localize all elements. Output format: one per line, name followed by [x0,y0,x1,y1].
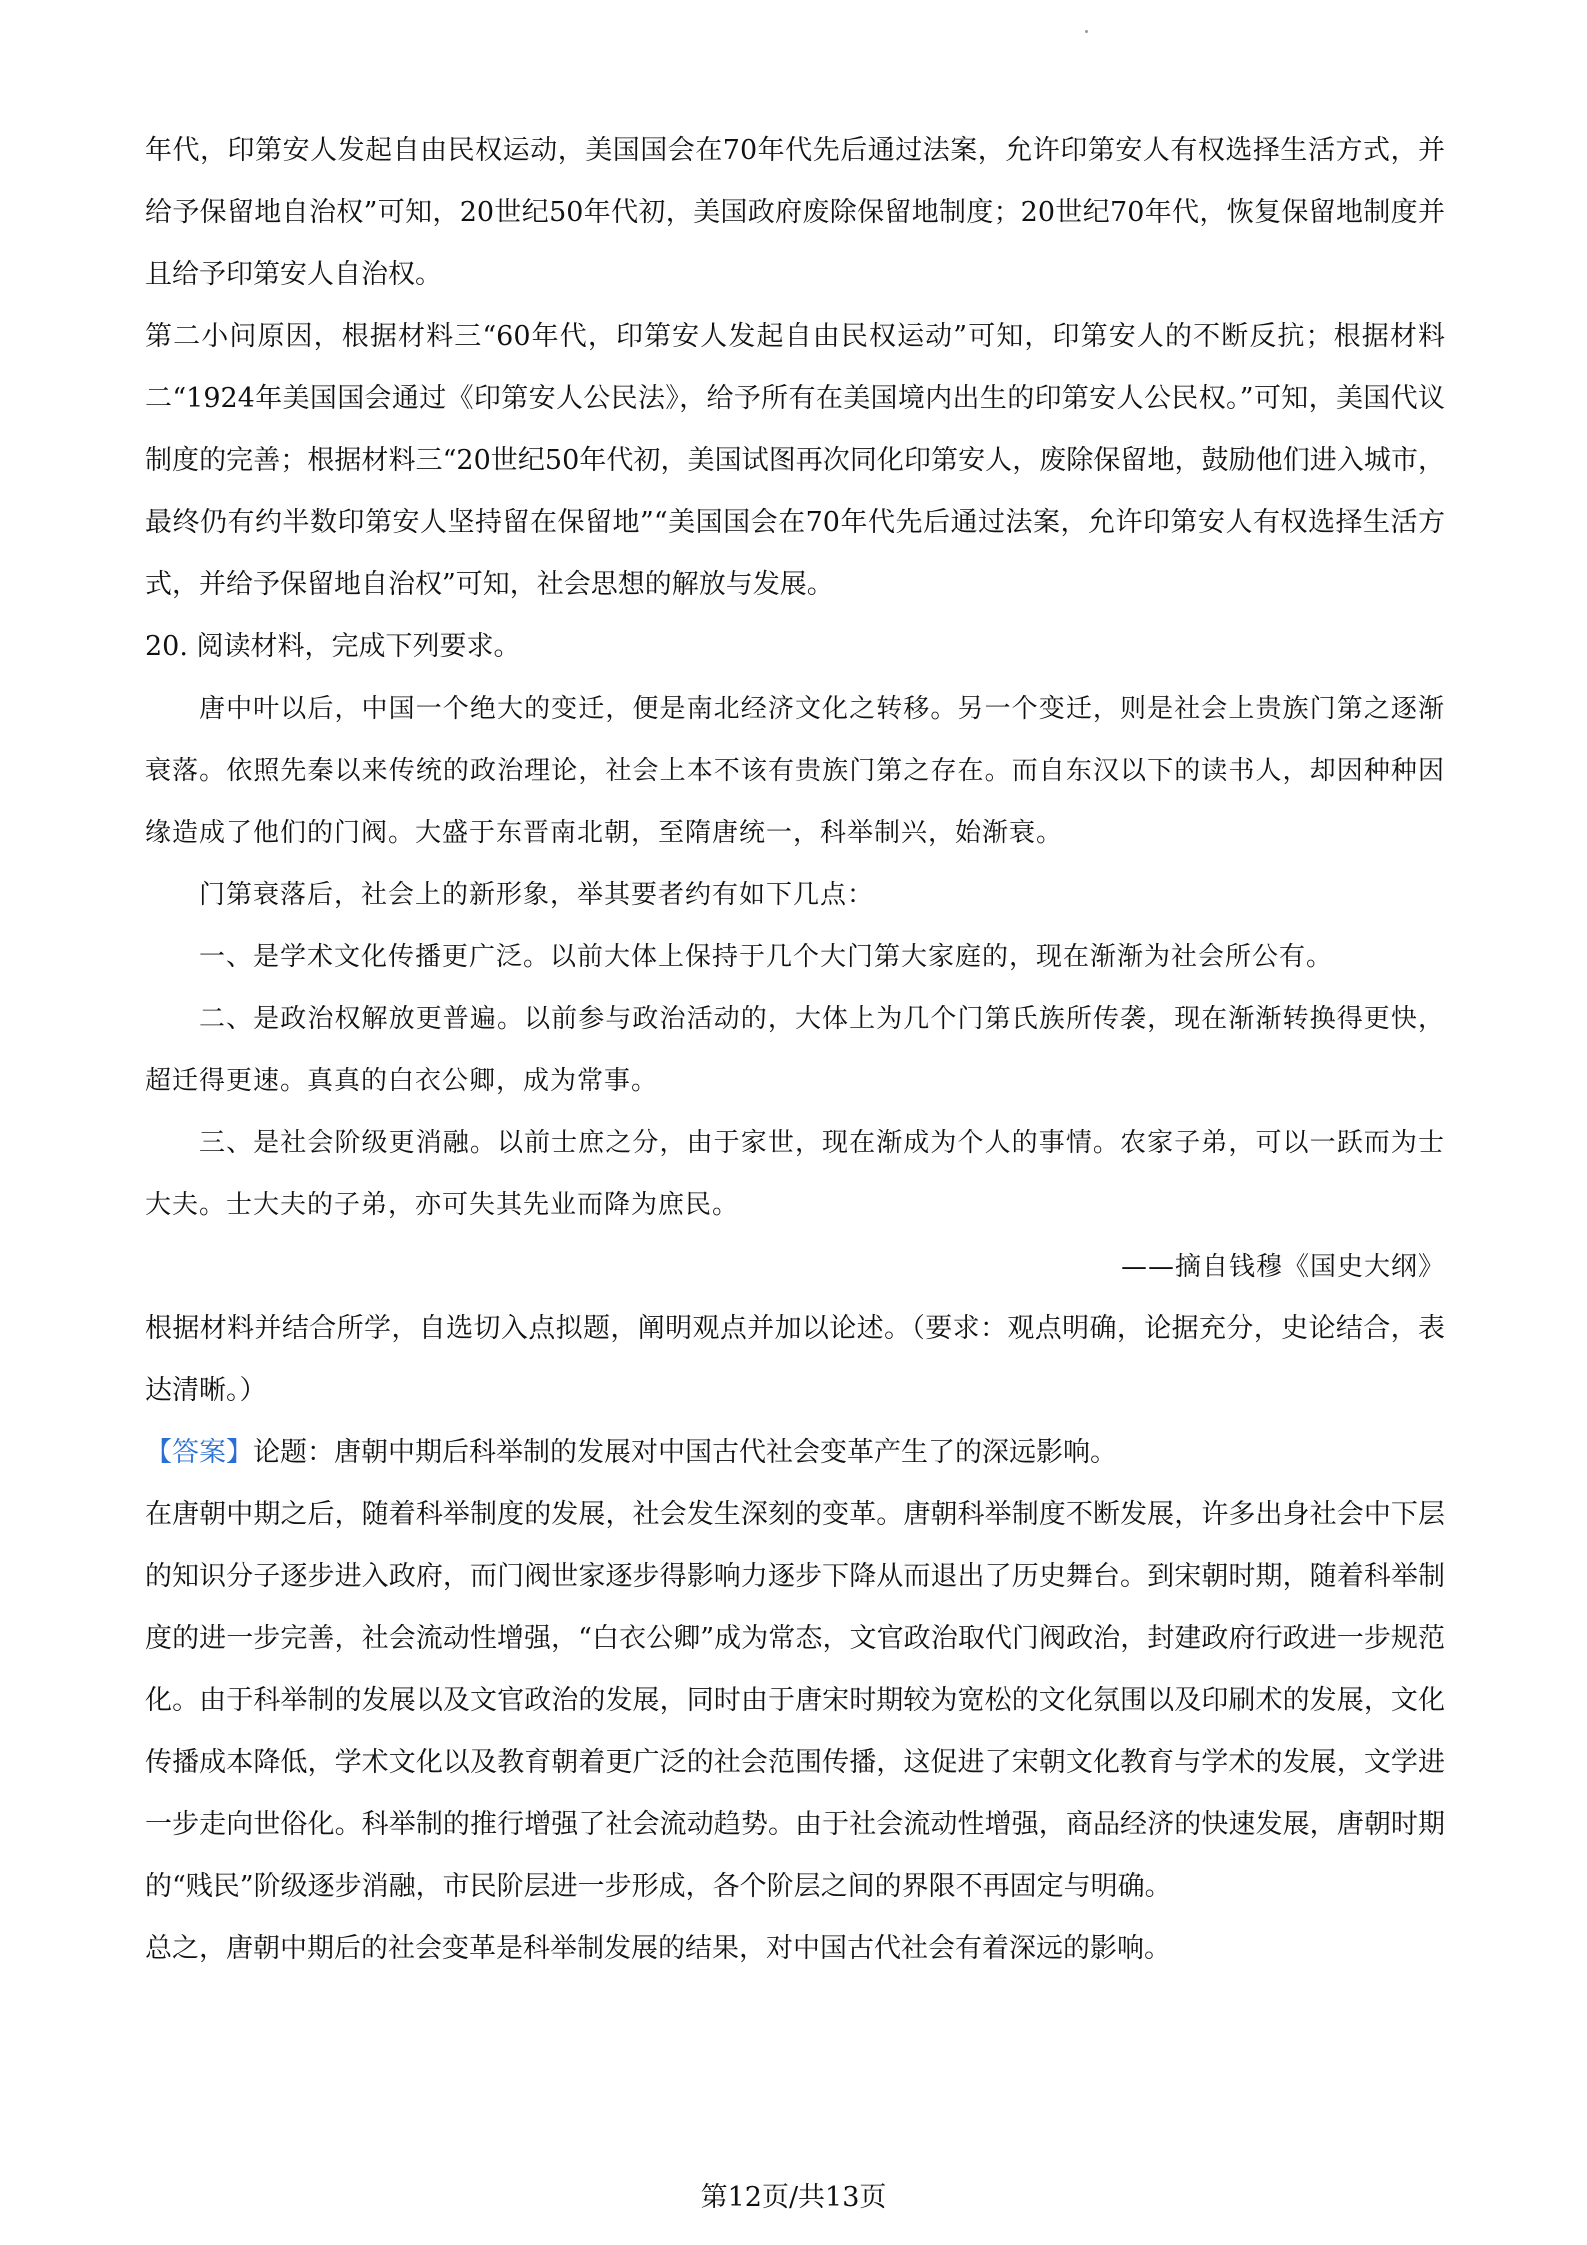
answer-conclusion: 总之，唐朝中期后的社会变革是科举制发展的结果，对中国古代社会有着深远的影响。 [145,1933,1171,1964]
material-paragraph: 唐中叶以后，中国一个绝大的变迁，便是南北经济文化之转移。另一个变迁，则是社会上贵族门第之逐渐衰落。依照先秦以来传统的政治理论，社会上本不该有贵族门第之存在。而自东汉以下的读书人，却因种种因缘造成了他们的门阀。大盛于东晋南北朝，至隋唐统一，科举制兴，始渐衰。 [145,694,1445,848]
prev-answer-continuation: 年代，印第安人发起自由民权运动，美国国会在70年代先后通过法案，允许印第安人有权选择生活方式，并给予保留地自治权”可知，20世纪50年代初，美国政府废除保留地制度；20世纪70年代，恢复保留地制度并且给予印第安人自治权。 [145,135,1445,290]
page-number: 第12页/共13页 [700,2182,887,2213]
question-title: 20. 阅读材料，完成下列要求。 [145,631,521,662]
answer-body: 在唐朝中期之后，随着科举制度的发展，社会发生深刻的变革。唐朝科举制度不断发展，许多出身社会中下层的知识分子逐步进入政府，而门阀世家逐步得影响力逐步下降从而退出了历史舞台。到宋朝时期，随着科举制度的进一步完善，社会流动性增强，“白衣公卿”成为常态，文官政治取代门阀政治，封建政府行政进一步规范化。由于科举制的发展以及文官政治的发展，同时由于唐宋时期较为宽松的文化氛围以及印刷术的发展，文化传播成本降低，学术文化以及教育朝着更广泛的社会范围传播，这促进了宋朝文化教育与学术的发展，文学进一步走向世俗化。科举制的推行增强了社会流动趋势。由于社会流动性增强，商品经济的快速发展，唐朝时期的“贱民”阶级逐步消融，市民阶层进一步形成，各个阶层之间的界限不再固定与明确。 [145,1499,1445,1902]
material-block [145,678,1445,1298]
material-source: ——摘自钱穆《国史大纲》 [1120,1252,1445,1282]
page-content [145,120,1445,1980]
material-paragraph: 三、是社会阶级更消融。以前士庶之分，由于家世，现在渐成为个人的事情。农家子弟，可以一跃而为士大夫。士大夫的子弟，亦可失其先业而降为庶民。 [145,1128,1445,1220]
answer-label: 【答案】 [145,1437,253,1468]
material-paragraph: 一、是学术文化传播更广泛。以前大体上保持于几个大门第大家庭的，现在渐渐为社会所公有。 [199,942,1334,972]
material-paragraph: 门第衰落后，社会上的新形象，举其要者约有如下几点： [199,880,875,910]
scan-dot [1085,30,1088,33]
material-paragraph: 二、是政治权解放更普遍。以前参与政治活动的，大体上为几个门第氏族所传袭，现在渐渐转换得更快，超迁得更速。真真的白衣公卿，成为常事。 [145,1004,1445,1096]
answer-thesis: 论题：唐朝中期后科举制的发展对中国古代社会变革产生了的深远影响。 [253,1437,1117,1468]
prev-answer-part-two: 第二小问原因，根据材料三“60年代，印第安人发起自由民权运动”可知，印第安人的不断反抗；根据材料二“1924年美国国会通过《印第安人公民法》，给予所有在美国境内出生的印第安人公民权。”可知，美国代议制度的完善；根据材料三“20世纪50年代初，美国试图再次同化印第安人，废除保留地，鼓励他们进入城市，最终仍有约半数印第安人坚持留在保留地”“美国国会在70年代先后通过法案，允许印第安人有权选择生活方式，并给予保留地自治权”可知，社会思想的解放与发展。 [145,321,1445,600]
answer-thesis-line [145,1422,1445,1484]
question-requirement: 根据材料并结合所学，自选切入点拟题，阐明观点并加以论述。（要求：观点明确，论据充分，史论结合，表达清晰。） [145,1313,1445,1406]
